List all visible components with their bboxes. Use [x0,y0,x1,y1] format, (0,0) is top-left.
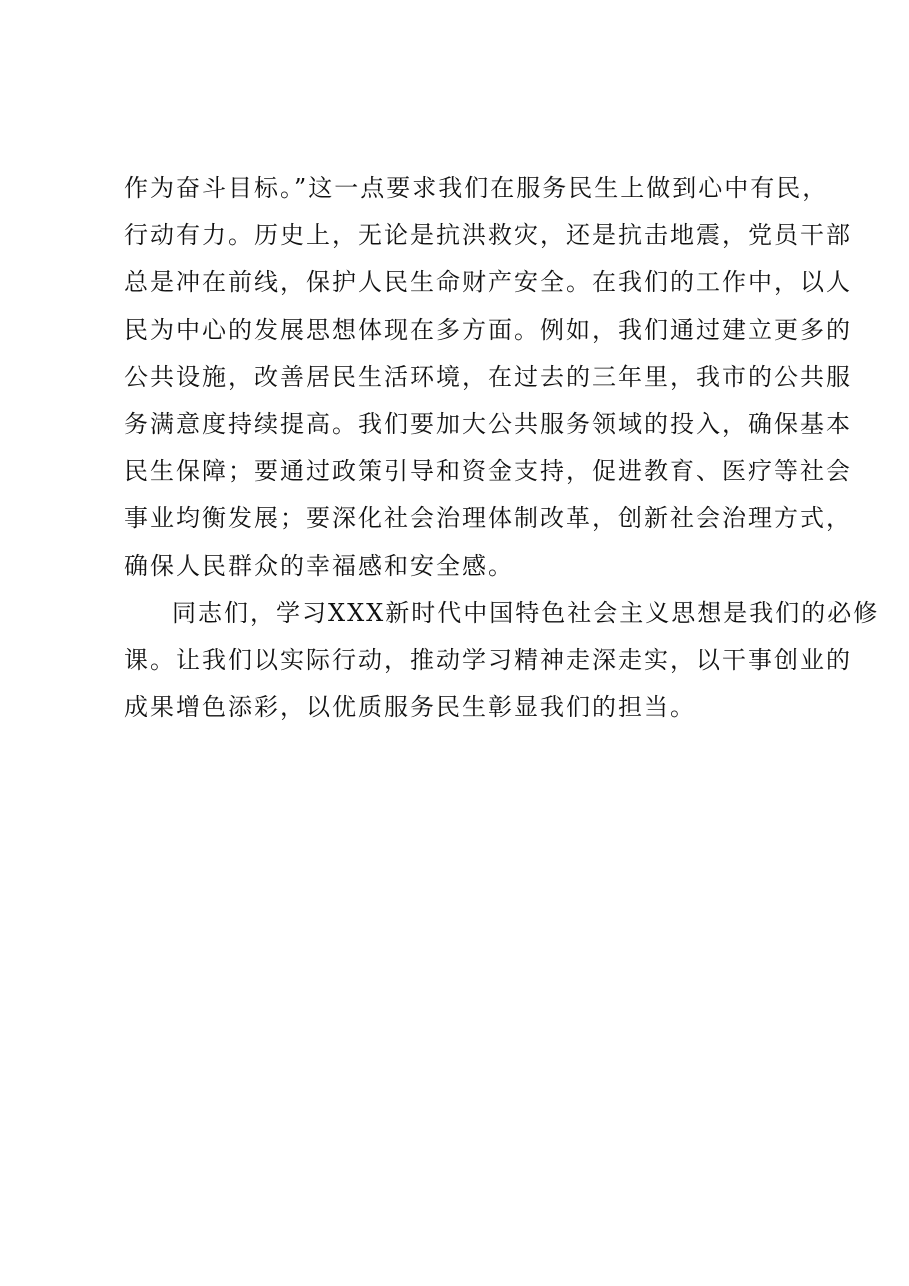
paragraph-line: 民为中心的发展思想体现在多方面。例如，我们通过建立更多的 [124,315,852,344]
paragraph-line: 务满意度持续提高。我们要加大公共服务领域的投入，确保基本 [124,409,852,438]
paragraph-line: 确保人民群众的幸福感和安全感。 [124,551,514,580]
paragraph-1 [124,165,852,590]
paragraph-line: 行动有力。历史上，无论是抗洪救灾，还是抗击地震，党员干部 [124,221,852,250]
paragraph-line: 成果增色添彩，以优质服务民生彰显我们的担当。 [124,693,696,722]
paragraph-line: 同志们，学习XXX新时代中国特色社会主义思想是我们的必修 [172,598,880,627]
paragraph-line: 课。让我们以实际行动，推动学习精神走深走实，以干事创业的 [124,645,852,674]
paragraph-line: 事业均衡发展；要深化社会治理体制改革，创新社会治理方式， [124,504,852,533]
paragraph-line: 民生保障；要通过政策引导和资金支持，促进教育、医疗等社会 [124,457,852,486]
paragraph-line: 总是冲在前线，保护人民生命财产安全。在我们的工作中，以人 [124,268,852,297]
document-body [124,165,880,731]
paragraph-line: 公共设施，改善居民生活环境，在过去的三年里，我市的公共服 [124,362,852,391]
paragraph-2 [124,590,880,732]
paragraph-line: 作为奋斗目标。”这一点要求我们在服务民生上做到心中有民， [124,174,829,202]
